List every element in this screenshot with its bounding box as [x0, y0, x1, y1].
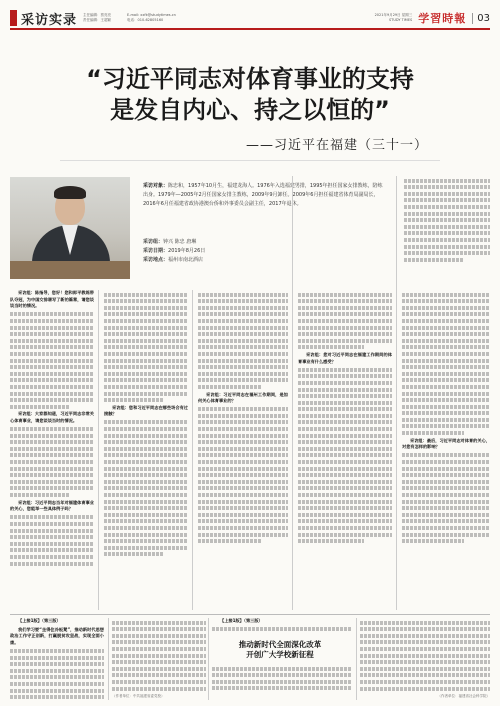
text-column-1: [10, 290, 94, 610]
text-line: [10, 656, 104, 660]
text-line: [104, 506, 188, 510]
interview-meta: [143, 238, 293, 265]
bottom-lead: 我们学习要“坐得住冷板凳”，推动新时代思想政治工作守正创新，打赢脱贫攻坚战，实现全面小康。: [10, 626, 104, 645]
text-line: [112, 680, 206, 684]
column-divider: [208, 618, 209, 700]
text-line: [104, 332, 188, 336]
text-line: [104, 480, 188, 484]
text-line: [402, 326, 490, 330]
text-line: [402, 372, 490, 376]
bottom-column-1: [10, 618, 104, 700]
text-line: [104, 447, 188, 451]
text-line: [112, 640, 206, 644]
text-line: [198, 473, 288, 477]
text-line: [360, 660, 490, 664]
interview-date-label: 采访日期：: [143, 248, 169, 254]
text-line: [298, 293, 392, 297]
text-line: [198, 447, 288, 451]
article-title: [0, 64, 500, 126]
text-line: [402, 345, 490, 349]
text-line: [212, 673, 352, 677]
text-column-3: [198, 290, 288, 610]
column-divider: [396, 176, 397, 610]
text-line: [10, 669, 104, 673]
text-line: [298, 513, 392, 517]
text-line: [198, 526, 288, 530]
feature-body: [212, 664, 352, 700]
text-line: [298, 486, 392, 490]
text-line: [298, 519, 392, 523]
text-line: [104, 533, 188, 537]
text-line: [212, 667, 352, 671]
text-line: [402, 411, 490, 415]
text-line: [404, 218, 490, 222]
text-line: [104, 486, 188, 490]
text-line: [10, 345, 94, 349]
text-line: [404, 258, 464, 262]
text-line: [198, 427, 288, 431]
text-line: [198, 293, 288, 297]
text-line: [298, 414, 392, 418]
text-line: [402, 431, 464, 435]
text-line: [298, 493, 392, 497]
text-column-4: [298, 290, 392, 610]
text-line: [198, 539, 261, 543]
text-line: [198, 299, 288, 303]
column-divider: [108, 618, 109, 700]
text-line: [10, 434, 94, 438]
editor-line-2: 责任编辑：王超颖: [83, 18, 112, 22]
date-line-2: STUDY TIMES: [388, 18, 413, 22]
text-line: [198, 519, 288, 523]
text-line: [402, 539, 464, 543]
text-line: [10, 682, 104, 686]
text-line: [198, 500, 288, 504]
text-line: [298, 345, 364, 349]
text-line: [10, 473, 94, 477]
text-line: [298, 339, 392, 343]
text-line: [112, 660, 206, 664]
text-line: [104, 293, 188, 297]
text-line: [10, 405, 69, 409]
text-line: [112, 667, 206, 671]
interview-place-label: 采访地点：: [143, 257, 169, 263]
text-line: [104, 493, 188, 497]
text-line: [104, 345, 188, 349]
text-line: [402, 519, 490, 523]
text-line: [10, 460, 94, 464]
text-line: [10, 398, 94, 402]
text-line: [298, 368, 392, 372]
text-line: [104, 526, 188, 530]
text-line: [104, 434, 188, 438]
contact-info: [127, 13, 187, 23]
text-line: [402, 486, 490, 490]
text-line: [298, 500, 392, 504]
text-line: [112, 654, 206, 658]
feature-headline-line-2: 开创广大学校新征程: [246, 650, 314, 659]
text-line: [404, 179, 490, 183]
footnote-left: （作者单位：中共福建省委党校）: [112, 694, 165, 699]
column-divider: [192, 290, 193, 610]
footnote-right: （作者单位：福建省社会科学院）: [437, 694, 490, 699]
text-line: [402, 526, 490, 530]
text-line: [10, 467, 94, 471]
feature-header: 【上接1版】（第三版）: [220, 618, 263, 623]
text-line: [104, 552, 163, 556]
interviewee-label: 采访对象：: [143, 183, 169, 189]
text-line: [198, 339, 288, 343]
text-line: [10, 372, 94, 376]
text-line: [360, 627, 490, 631]
feature-headline-line-1: 推动新时代全面深化改革: [238, 640, 322, 649]
text-line: [10, 515, 94, 519]
text-line: [104, 352, 188, 356]
bottom-column-4: [360, 618, 490, 700]
text-line: [198, 312, 288, 316]
text-line: [298, 401, 392, 405]
text-line: [10, 486, 94, 490]
text-line: [10, 535, 94, 539]
text-line: [298, 506, 392, 510]
text-line: [198, 467, 288, 471]
text-line: [402, 378, 490, 382]
text-line: [298, 453, 392, 457]
text-line: [198, 352, 288, 356]
text-line: [198, 440, 288, 444]
text-line: [298, 473, 392, 477]
issue-date: [375, 13, 413, 23]
editor-line-1: 主任编辑：蔡亮亮: [83, 13, 112, 17]
text-line: [198, 332, 288, 336]
masthead-logo: 学習時報: [418, 12, 467, 25]
text-line: [104, 453, 188, 457]
interviewee-bio: 陈忠和，1957年10月生，福建龙海人。1976年入选福建男排，1995年担任国家女排教练，陪练出身。1979年—2005年2月任国家女排主教练，2009年9月卸任。2009年6月担任福建省体育局副局长，2016年6月任福建省政协港澳台侨和外事委员会副主任，2017年退休。: [143, 183, 383, 207]
text-line: [298, 388, 392, 392]
text-line: [402, 506, 490, 510]
editor-info: [83, 13, 123, 23]
text-line: [402, 418, 490, 422]
text-line: [298, 533, 392, 537]
text-line: [10, 392, 94, 396]
text-line: [112, 621, 206, 625]
text-line: [104, 378, 188, 382]
text-line: [104, 519, 188, 523]
text-line: [402, 424, 490, 428]
text-line: [104, 339, 188, 343]
text-line: [402, 453, 490, 457]
text-line: [10, 675, 104, 679]
text-line: [10, 332, 94, 336]
reporters-label: 采访组：: [143, 239, 164, 245]
text-column-right-top: [404, 176, 490, 276]
text-line: [10, 319, 94, 323]
text-line: [198, 319, 288, 323]
text-line: [402, 339, 490, 343]
text-line: [10, 555, 94, 559]
text-line: [104, 365, 188, 369]
text-line: [360, 654, 490, 658]
interview-question: 采访组：您和习近平同志在哪些场合有过接触？: [104, 404, 188, 417]
text-line: [104, 467, 188, 471]
text-line: [104, 392, 188, 396]
section-marker: [10, 10, 17, 26]
interviewee-photo: [10, 177, 130, 279]
text-line: [10, 542, 94, 546]
text-line: [198, 493, 288, 497]
text-line: [10, 385, 94, 389]
text-line: [404, 205, 490, 209]
text-line: [402, 332, 490, 336]
text-line: [104, 539, 188, 543]
text-line: [360, 673, 490, 677]
text-line: [10, 493, 69, 497]
bottom-section-divider: [10, 614, 490, 615]
text-line: [112, 627, 206, 631]
interview-question: 采访组：习近平同志在福州工作期间，是如何关心体育事业的？: [198, 391, 288, 404]
text-line: [402, 306, 490, 310]
text-line: [402, 460, 490, 464]
text-line: [198, 385, 261, 389]
title-line-2: 是发自内心、持之以恒的”: [110, 96, 390, 124]
text-line: [298, 539, 364, 543]
text-line: [10, 447, 94, 451]
text-line: [198, 414, 288, 418]
text-line: [198, 480, 288, 484]
text-line: [360, 634, 490, 638]
text-line: [112, 647, 206, 651]
text-line: [10, 529, 94, 533]
text-line: [104, 460, 188, 464]
text-line: [198, 434, 288, 438]
text-line: [360, 680, 490, 684]
text-line: [404, 238, 490, 242]
text-line: [198, 359, 288, 363]
text-line: [10, 453, 94, 457]
text-line: [198, 345, 288, 349]
text-line: [104, 546, 188, 550]
text-line: [404, 212, 490, 216]
text-line: [402, 513, 490, 517]
interview-question: 采访组：陈指导，您好！您和郎平教练带队夺冠，为中国女排谱写了新的篇章，请您谈谈当时的情况。: [10, 290, 94, 309]
text-line: [360, 640, 490, 644]
text-line: [10, 695, 104, 699]
text-line: [298, 460, 392, 464]
page-header: [10, 8, 490, 30]
text-line: [402, 299, 490, 303]
text-line: [298, 299, 392, 303]
text-line: [298, 427, 392, 431]
text-line: [298, 407, 392, 411]
email-line: E-mail: xxfk@studytimes.cn: [127, 13, 176, 17]
column-divider: [292, 176, 293, 610]
photo-hair-shape: [54, 186, 86, 199]
text-line: [198, 513, 288, 517]
text-line: [112, 634, 206, 638]
text-line: [402, 293, 490, 297]
text-line: [402, 352, 490, 356]
text-line: [402, 319, 490, 323]
text-line: [112, 687, 206, 691]
text-line: [104, 420, 188, 424]
text-line: [104, 372, 188, 376]
text-line: [198, 506, 288, 510]
bottom-column-2: [112, 618, 206, 700]
text-line: [298, 394, 392, 398]
text-line: [402, 405, 490, 409]
text-line: [404, 231, 490, 235]
text-line: [10, 339, 94, 343]
text-line: [104, 306, 188, 310]
interview-question: 采访组：最后，习近平同志对体育的关心，对您有怎样的影响？: [402, 437, 490, 450]
interviewee-info: [143, 182, 383, 209]
text-line: [104, 440, 188, 444]
text-line: [298, 374, 392, 378]
text-line: [198, 460, 288, 464]
interview-place: 福州市南北酒店: [168, 257, 204, 263]
text-line: [298, 326, 392, 330]
text-line: [298, 306, 392, 310]
text-line: [298, 332, 392, 336]
text-line: [104, 500, 188, 504]
text-column-2: [104, 290, 188, 610]
text-line: [10, 480, 94, 484]
text-line: [104, 359, 188, 363]
text-line: [104, 385, 188, 389]
title-divider: [60, 160, 440, 161]
phone-line: 电话：010-62805160: [127, 18, 164, 22]
text-line: [198, 372, 288, 376]
interview-date: 2019年8月26日: [168, 248, 206, 254]
text-line: [360, 667, 490, 671]
text-line: [212, 627, 352, 631]
text-line: [198, 407, 288, 411]
text-line: [198, 326, 288, 330]
text-line: [402, 500, 490, 504]
text-line: [298, 526, 392, 530]
text-line: [360, 687, 490, 691]
bottom-header: 【上接1版】（第三版）: [18, 618, 61, 623]
text-line: [402, 365, 490, 369]
text-column-5: [402, 290, 490, 610]
feature-headline: [210, 640, 350, 660]
text-line: [298, 420, 392, 424]
text-line: [104, 398, 163, 402]
text-line: [104, 299, 188, 303]
section-title: 采访实录: [21, 12, 78, 28]
text-line: [404, 225, 490, 229]
text-line: [212, 686, 352, 690]
text-line: [360, 621, 490, 625]
text-line: [10, 548, 94, 552]
text-line: [10, 440, 94, 444]
text-line: [402, 467, 490, 471]
text-line: [298, 440, 392, 444]
text-line: [198, 420, 288, 424]
text-line: [10, 365, 94, 369]
text-line: [10, 522, 94, 526]
text-line: [112, 673, 206, 677]
text-line: [10, 689, 104, 693]
text-line: [404, 251, 490, 255]
text-line: [198, 365, 288, 369]
page-number: 03: [472, 13, 490, 24]
text-line: [402, 359, 490, 363]
text-line: [10, 352, 94, 356]
text-line: [402, 480, 490, 484]
text-line: [298, 447, 392, 451]
text-line: [104, 319, 188, 323]
feature-intro: [212, 618, 352, 638]
article-subtitle: ——习近平在福建（三十一）: [245, 138, 428, 153]
text-line: [402, 385, 490, 389]
text-line: [104, 326, 188, 330]
text-line: [298, 480, 392, 484]
text-line: [298, 381, 392, 385]
text-line: [10, 649, 104, 653]
text-line: [298, 319, 392, 323]
reporters: 钟兴 陈忠 唐琳: [163, 239, 197, 245]
text-line: [10, 359, 94, 363]
text-line: [198, 306, 288, 310]
text-line: [402, 493, 490, 497]
text-line: [104, 427, 188, 431]
interview-question: 采访组：习近平同志当年对福建体育事业的关心，您能举一些具体例子吗？: [10, 499, 94, 512]
text-line: [298, 312, 392, 316]
title-line-1: “习近平同志对体育事业的支持: [86, 65, 414, 93]
text-line: [402, 312, 490, 316]
text-line: [10, 312, 94, 316]
text-line: [10, 326, 94, 330]
interview-question: 采访组：您对习近平同志在福建工作期间的体育事业有什么感受？: [298, 351, 392, 364]
text-line: [402, 398, 490, 402]
text-line: [104, 513, 188, 517]
interview-question: 采访组：大家都知道，习近平同志非常关心体育事业，请您谈谈当时的情况。: [10, 411, 94, 423]
date-line-1: 2021年9月29日 星期三: [374, 13, 413, 17]
text-line: [104, 312, 188, 316]
text-line: [198, 486, 288, 490]
text-line: [402, 473, 490, 477]
photo-desk-shape: [10, 261, 130, 279]
text-line: [104, 473, 188, 477]
text-line: [404, 245, 490, 249]
text-line: [198, 378, 288, 382]
text-line: [10, 562, 94, 566]
text-line: [212, 680, 352, 684]
text-line: [404, 192, 490, 196]
text-line: [404, 198, 490, 202]
text-line: [10, 662, 104, 666]
text-line: [402, 392, 490, 396]
column-divider: [98, 290, 99, 610]
column-divider: [356, 618, 357, 700]
text-line: [198, 533, 288, 537]
text-line: [402, 533, 490, 537]
text-line: [10, 378, 94, 382]
text-line: [360, 647, 490, 651]
text-line: [10, 427, 94, 431]
text-line: [298, 434, 392, 438]
text-line: [198, 453, 288, 457]
text-line: [298, 467, 392, 471]
text-line: [404, 185, 490, 189]
